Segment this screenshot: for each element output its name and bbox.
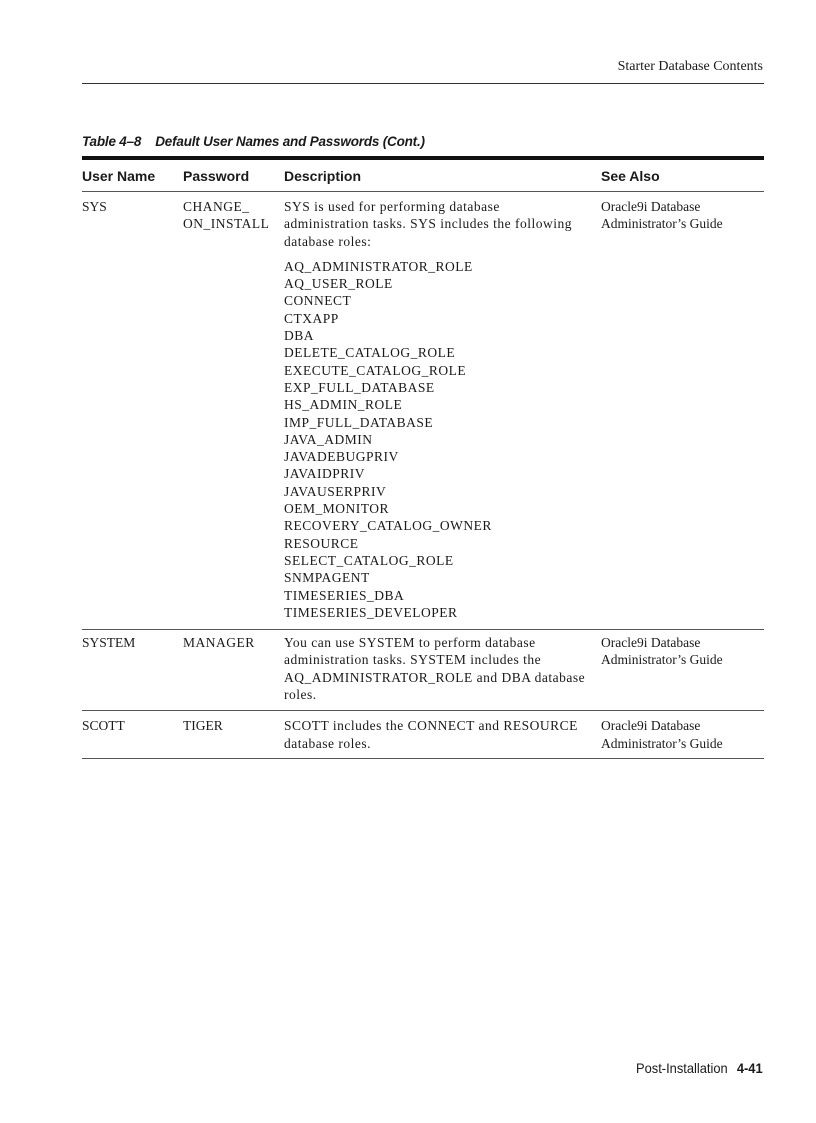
- table-number: Table 4–8: [82, 134, 142, 149]
- list-item: CONNECT: [284, 293, 352, 309]
- description-text: SCOTT includes the CONNECT and RESOURCE database roles.: [284, 718, 578, 751]
- cell-see-also: Oracle9i Database Administrator’s Guide: [601, 635, 723, 668]
- list-item: JAVA_ADMIN: [284, 431, 373, 447]
- list-item: JAVAUSERPRIV: [284, 483, 387, 499]
- table-title: Default User Names and Passwords (Cont.): [155, 134, 425, 149]
- header-rule: [82, 83, 764, 84]
- cell-password: MANAGER: [183, 635, 255, 651]
- list-item: HS_ADMIN_ROLE: [284, 397, 403, 413]
- list-item: EXECUTE_CATALOG_ROLE: [284, 362, 467, 378]
- page-footer: [636, 1060, 763, 1076]
- footer-section: Post-Installation: [636, 1060, 729, 1076]
- list-item: JAVAIDPRIV: [284, 466, 366, 482]
- page-number: 4-41: [737, 1060, 763, 1076]
- list-item: TIMESERIES_DBA: [284, 587, 405, 603]
- cell-password: TIGER: [183, 718, 223, 734]
- cell-user: SCOTT: [82, 718, 125, 734]
- table-caption: [82, 134, 425, 149]
- cell-user: SYS: [82, 199, 107, 214]
- cell-see-also: Oracle9i Database Administrator’s Guide: [601, 199, 723, 232]
- list-item: RESOURCE: [284, 535, 359, 551]
- running-head: Starter Database Contents: [617, 59, 763, 74]
- list-item: OEM_MONITOR: [284, 501, 390, 517]
- list-item: EXP_FULL_DATABASE: [284, 379, 435, 395]
- table-row: [82, 711, 764, 759]
- list-item: TIMESERIES_DEVELOPER: [284, 604, 458, 620]
- table-header-row: [82, 160, 764, 192]
- cell-see-also: Oracle9i Database Administrator’s Guide: [601, 718, 723, 751]
- list-item: DBA: [284, 328, 315, 344]
- header-password: Password: [183, 167, 250, 184]
- cell-description: [284, 634, 601, 703]
- cell-description: [284, 198, 601, 621]
- list-item: SELECT_CATALOG_ROLE: [284, 552, 454, 568]
- list-item: RECOVERY_CATALOG_OWNER: [284, 518, 492, 534]
- description-text: SYS is used for performing database administration tasks. SYS includes the following database roles:: [284, 199, 572, 249]
- list-item: IMP_FULL_DATABASE: [284, 414, 434, 430]
- list-item: CTXAPP: [284, 310, 339, 326]
- cell-description: [284, 717, 601, 752]
- cell-user: SYSTEM: [82, 635, 136, 651]
- list-item: JAVADEBUGPRIV: [284, 449, 399, 465]
- list-item: SNMPAGENT: [284, 570, 370, 586]
- role-list: [284, 258, 601, 621]
- list-item: AQ_USER_ROLE: [284, 276, 393, 292]
- cell-password: [183, 198, 284, 621]
- description-text: You can use SYSTEM to perform database administration tasks. SYSTEM includes the AQ_ADMINISTRATOR_ROLE and DBA database roles.: [284, 635, 586, 703]
- password-text: CHANGE_ ON_INSTALL: [183, 199, 270, 232]
- header-see-also: See Also: [601, 167, 660, 184]
- table-row: [82, 192, 764, 630]
- table-row: [82, 630, 764, 711]
- users-table: [82, 156, 764, 759]
- header-description: Description: [284, 167, 362, 184]
- list-item: DELETE_CATALOG_ROLE: [284, 345, 456, 361]
- header-user-name: User Name: [82, 167, 156, 184]
- list-item: AQ_ADMINISTRATOR_ROLE: [284, 258, 473, 274]
